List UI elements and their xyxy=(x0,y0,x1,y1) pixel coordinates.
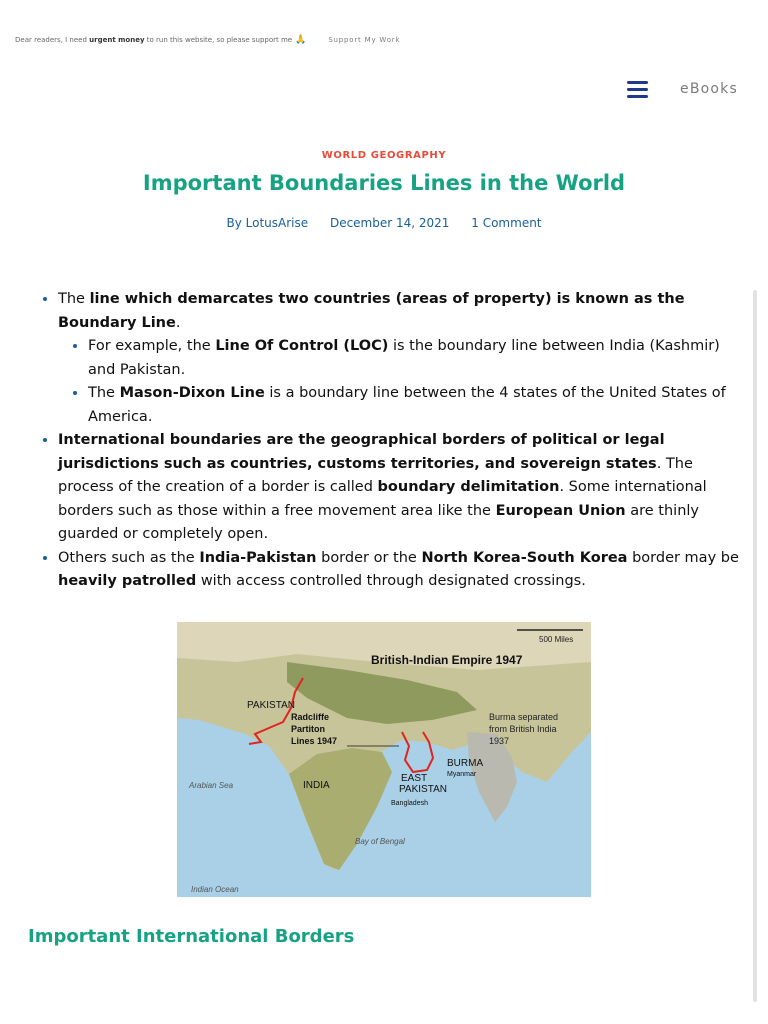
list-item: • International boundaries are the geographical borders of political or legal jurisdictions such as countries, customs territories, and sovereign states. The process of the creation of a border is called boundary delimitation. Some international borders such as those within a free movement area like the European Union are thinly guarded or completely open. xyxy=(58,429,743,547)
article-body xyxy=(28,288,743,594)
svg-text:Radcliffe: Radcliffe xyxy=(291,712,330,722)
banner-text: Dear readers, I need xyxy=(15,36,87,44)
donation-banner xyxy=(15,34,400,46)
support-my-work-link[interactable]: Support My Work xyxy=(328,36,401,44)
svg-text:from British India: from British India xyxy=(489,724,557,734)
banner-text-after: to run this website, so please support me xyxy=(146,36,293,44)
author-link[interactable]: By LotusArise xyxy=(226,216,309,230)
banner-bold: urgent money xyxy=(89,36,145,44)
svg-text:Partiton: Partiton xyxy=(291,724,326,734)
label-burma: BURMA xyxy=(447,758,484,769)
list-item: • For example, the Line Of Control (LOC) is the boundary line between India (Kashmir) and Pakistan. xyxy=(88,335,743,382)
post-meta xyxy=(0,216,768,230)
page-scrollbar[interactable] xyxy=(753,290,757,1002)
list-item: • The line which demarcates two countries (areas of property) is known as the Boundary Line. • For example, the Line Of Control (LOC) is the boundary line between India (Kashmir) and Pakistan. • The Mason-Dixon Line is a boundary line between the 4 states of the United States of America. xyxy=(58,288,743,429)
category-link[interactable]: WORLD GEOGRAPHY xyxy=(321,150,447,161)
svg-text:1937: 1937 xyxy=(489,736,510,746)
svg-text:Bangladesh: Bangladesh xyxy=(391,800,428,807)
label-india: INDIA xyxy=(303,780,330,791)
svg-text:Burma separated: Burma separated xyxy=(489,712,559,722)
british-india-1947-map xyxy=(177,622,591,897)
ebooks-link[interactable]: eBooks xyxy=(680,81,738,97)
svg-text:Indian Ocean: Indian Ocean xyxy=(191,885,239,894)
svg-text:Bay of Bengal: Bay of Bengal xyxy=(355,837,405,846)
label-pakistan: PAKISTAN xyxy=(247,700,295,711)
comments-link[interactable]: 1 Comment xyxy=(471,216,542,230)
svg-text:Arabian Sea: Arabian Sea xyxy=(189,781,234,790)
svg-text:PAKISTAN: PAKISTAN xyxy=(399,784,447,795)
svg-text:EAST: EAST xyxy=(401,773,428,784)
page-title: Important Boundaries Lines in the World xyxy=(142,171,626,195)
pray-icon: 🙏 xyxy=(295,35,307,45)
date-link[interactable]: December 14, 2021 xyxy=(329,216,450,230)
hamburger-menu-icon[interactable] xyxy=(627,81,648,99)
list-item: • The Mason-Dixon Line is a boundary line between the 4 states of the United States of America. xyxy=(88,382,743,429)
svg-text:Lines 1947: Lines 1947 xyxy=(291,736,338,746)
list-item: • Others such as the India-Pakistan border or the North Korea-South Korea border may be heavily patrolled with access controlled through designated crossings. xyxy=(58,547,743,594)
scale-label: 500 Miles xyxy=(539,635,574,644)
map-title: British-Indian Empire 1947 xyxy=(371,653,523,667)
section-heading: Important International Borders xyxy=(28,926,355,947)
svg-text:Myanmar: Myanmar xyxy=(447,771,477,778)
